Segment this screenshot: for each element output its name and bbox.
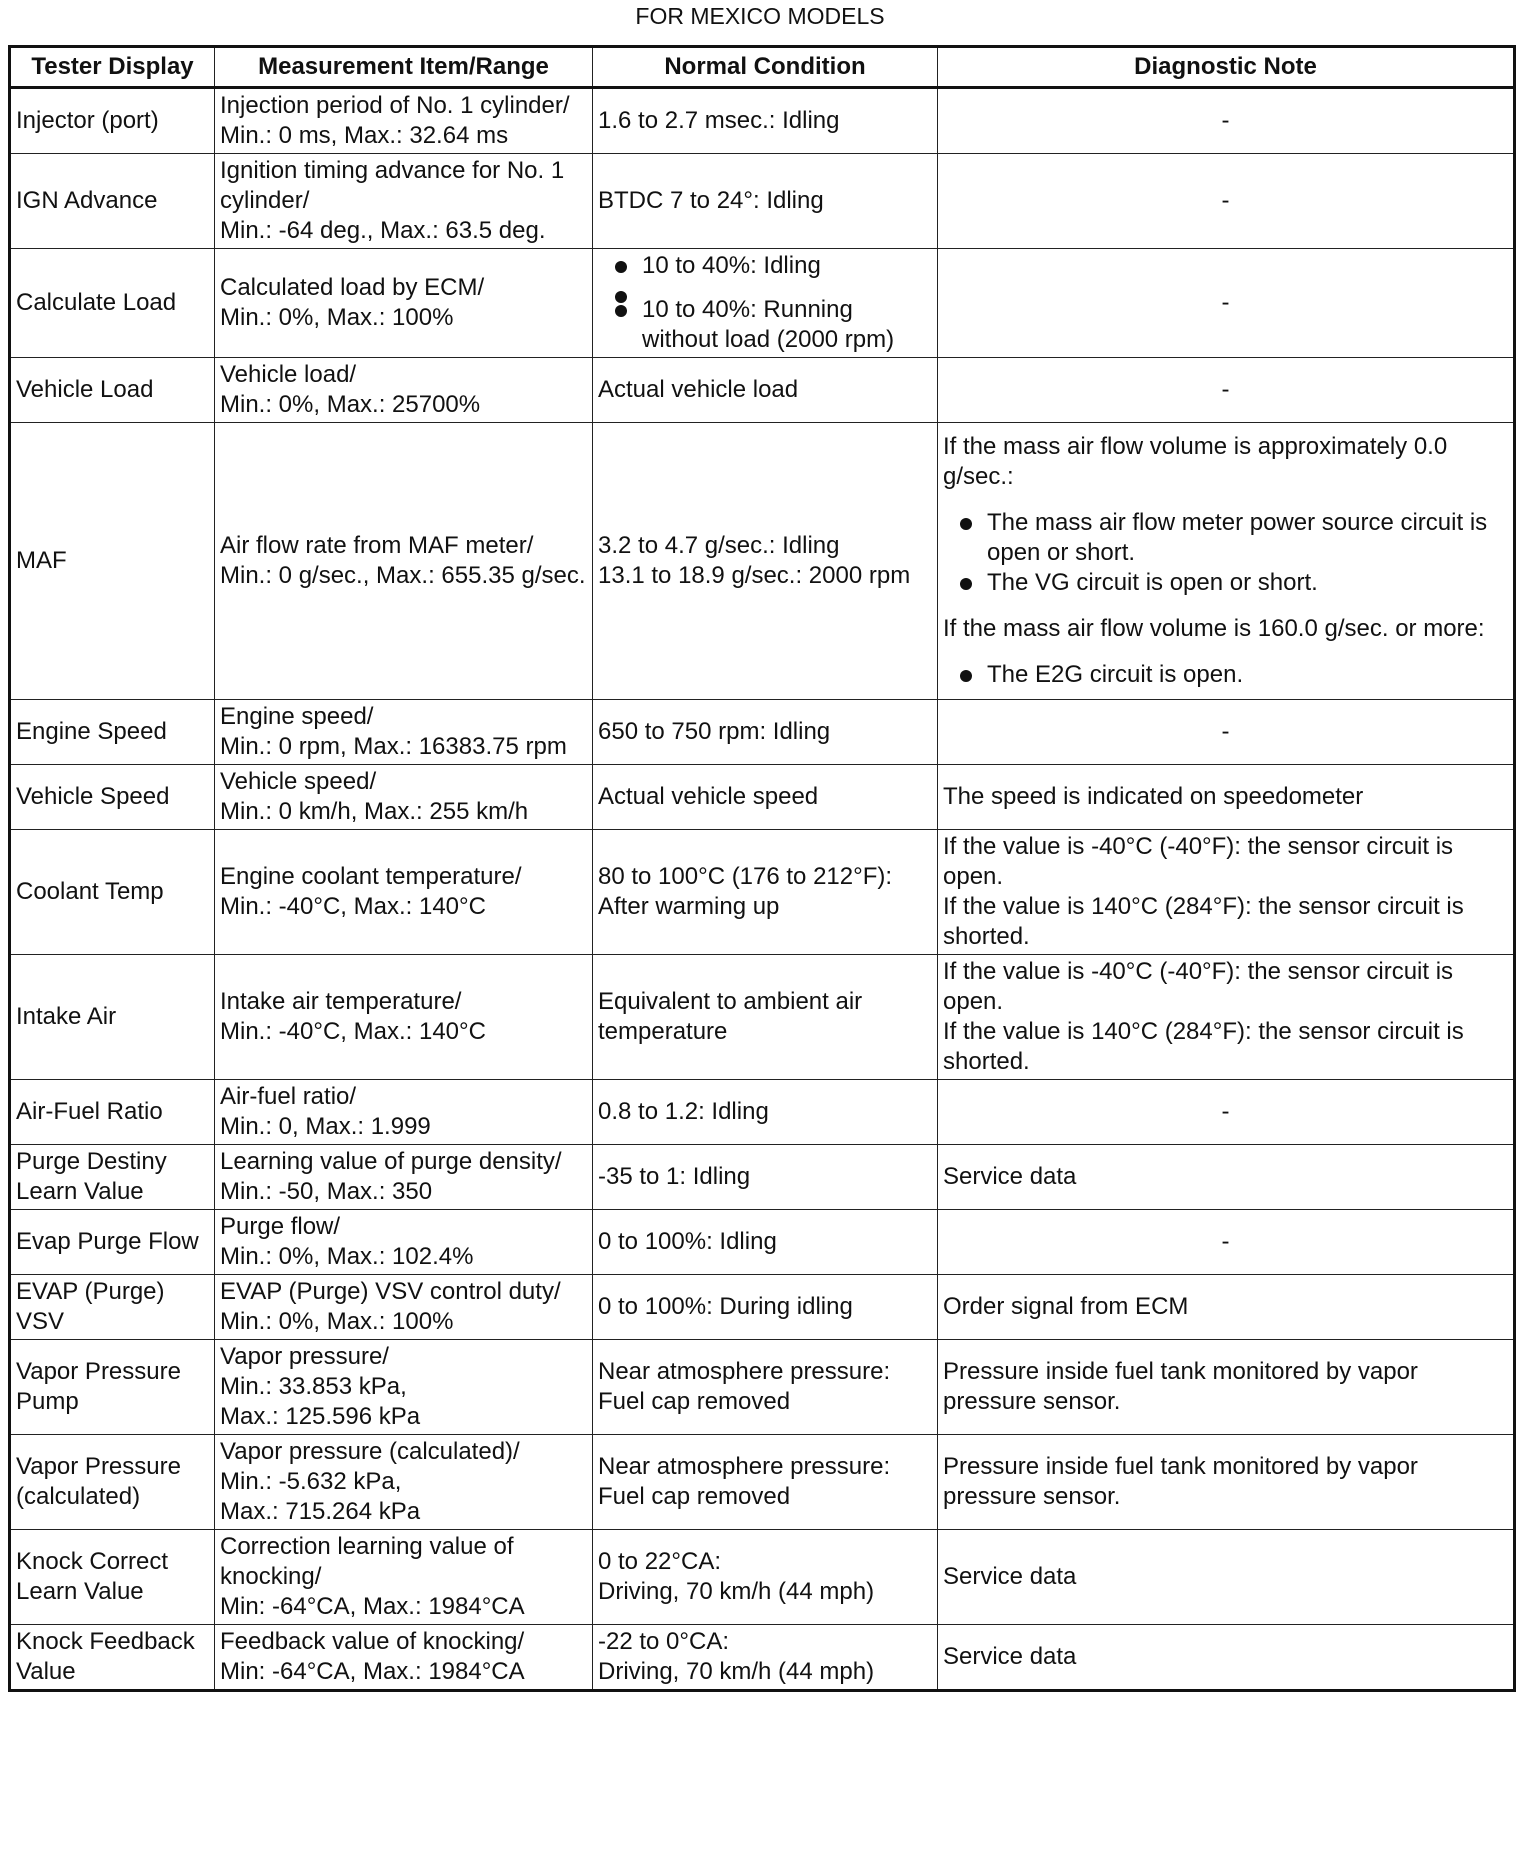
measurement-cell: Vapor pressure/ Min.: 33.853 kPa, Max.: 125.596 kPa: [215, 1340, 593, 1435]
diagnostic-note-cell: -: [938, 88, 1515, 154]
table-row: [10, 88, 1515, 154]
tester-display-cell: Vapor Pressure (calculated): [10, 1435, 215, 1530]
measurement-cell: Purge flow/ Min.: 0%, Max.: 102.4%: [215, 1210, 593, 1275]
measurement-cell: EVAP (Purge) VSV control duty/ Min.: 0%, Max.: 100%: [215, 1275, 593, 1340]
normal-condition-cell: Actual vehicle speed: [593, 765, 938, 830]
measurement-cell: Vapor pressure (calculated)/ Min.: -5.632 kPa, Max.: 715.264 kPa: [215, 1435, 593, 1530]
normal-condition-cell: 0 to 100%: Idling: [593, 1210, 938, 1275]
page-title: FOR MEXICO MODELS: [635, 3, 885, 29]
table-row: [10, 154, 1515, 249]
measurement-cell: Vehicle speed/ Min.: 0 km/h, Max.: 255 km/h: [215, 765, 593, 830]
table-row: [10, 1210, 1515, 1275]
table-row: [10, 955, 1515, 1080]
normal-condition-cell: Near atmosphere pressure: Fuel cap removed: [593, 1340, 938, 1435]
normal-condition-cell: 3.2 to 4.7 g/sec.: Idling 13.1 to 18.9 g/sec.: 2000 rpm: [593, 423, 938, 700]
tester-display-cell: Knock Feedback Value: [10, 1625, 215, 1691]
diagnostic-note-cell: Pressure inside fuel tank monitored by vapor pressure sensor.: [938, 1340, 1515, 1435]
normal-condition-cell: BTDC 7 to 24°: Idling: [593, 154, 938, 249]
measurement-cell: Injection period of No. 1 cylinder/ Min.: 0 ms, Max.: 32.64 ms: [215, 88, 593, 154]
tester-display-cell: Air-Fuel Ratio: [10, 1080, 215, 1145]
tester-display-cell: Vehicle Load: [10, 358, 215, 423]
note-paragraph: If the mass air flow volume is approximately 0.0 g/sec.:: [943, 433, 1448, 490]
diagnostic-note-cell: [938, 423, 1515, 700]
table-row: [10, 1340, 1515, 1435]
column-header: Normal Condition: [593, 47, 938, 88]
table-row: [10, 249, 1515, 358]
diagnostic-note-cell: -: [938, 1210, 1515, 1275]
tester-display-cell: Vapor Pressure Pump: [10, 1340, 215, 1435]
table-row: [10, 358, 1515, 423]
normal-condition-cell: Near atmosphere pressure: Fuel cap removed: [593, 1435, 938, 1530]
tester-display-cell: Injector (port): [10, 88, 215, 154]
normal-condition-cell: -35 to 1: Idling: [593, 1145, 938, 1210]
tester-display-cell: Purge Destiny Learn Value: [10, 1145, 215, 1210]
measurement-cell: Intake air temperature/ Min.: -40°C, Max.: 140°C: [215, 955, 593, 1080]
table-row: [10, 1080, 1515, 1145]
bullet-item: 10 to 40%: Running without load (2000 rpm): [598, 295, 932, 355]
diagnostic-note-cell: -: [938, 154, 1515, 249]
table-header-row: [10, 47, 1515, 88]
diagnostic-note-cell: The speed is indicated on speedometer: [938, 765, 1515, 830]
normal-condition-cell: 0 to 100%: During idling: [593, 1275, 938, 1340]
measurement-cell: Engine coolant temperature/ Min.: -40°C, Max.: 140°C: [215, 830, 593, 955]
diagnostic-note-cell: -: [938, 358, 1515, 423]
table-row: [10, 1145, 1515, 1210]
diagnostic-note-cell: Service data: [938, 1625, 1515, 1691]
normal-condition-cell: Actual vehicle load: [593, 358, 938, 423]
diagnostic-note-cell: -: [938, 700, 1515, 765]
diagnostic-note-cell: Service data: [938, 1530, 1515, 1625]
measurement-cell: Feedback value of knocking/ Min: -64°CA, Max.: 1984°CA: [215, 1625, 593, 1691]
normal-condition-cell: 1.6 to 2.7 msec.: Idling: [593, 88, 938, 154]
tester-display-cell: Coolant Temp: [10, 830, 215, 955]
table-row: [10, 700, 1515, 765]
tester-display-cell: EVAP (Purge) VSV: [10, 1275, 215, 1340]
table-row: [10, 423, 1515, 700]
measurement-cell: Calculated load by ECM/ Min.: 0%, Max.: 100%: [215, 249, 593, 358]
column-header: Diagnostic Note: [938, 47, 1515, 88]
diagnostic-note-cell: Order signal from ECM: [938, 1275, 1515, 1340]
column-header: Tester Display: [10, 47, 215, 88]
measurement-cell: Air-fuel ratio/ Min.: 0, Max.: 1.999: [215, 1080, 593, 1145]
normal-condition-cell: 0 to 22°CA: Driving, 70 km/h (44 mph): [593, 1530, 938, 1625]
tester-display-cell: Knock Correct Learn Value: [10, 1530, 215, 1625]
tester-display-cell: IGN Advance: [10, 154, 215, 249]
bullet-item: The E2G circuit is open.: [943, 660, 1508, 690]
normal-condition-cell: 0.8 to 1.2: Idling: [593, 1080, 938, 1145]
measurement-cell: Learning value of purge density/ Min.: -50, Max.: 350: [215, 1145, 593, 1210]
table-row: [10, 1435, 1515, 1530]
table-row: [10, 765, 1515, 830]
diagnostic-note-cell: If the value is -40°C (-40°F): the sensor circuit is open. If the value is 140°C (284°F): the sensor circuit is shorted.: [938, 830, 1515, 955]
bullet-item: 10 to 40%: Idling: [598, 251, 932, 281]
normal-condition-cell: Equivalent to ambient air temperature: [593, 955, 938, 1080]
diagnostic-note-cell: -: [938, 1080, 1515, 1145]
tester-display-cell: Intake Air: [10, 955, 215, 1080]
measurement-cell: Engine speed/ Min.: 0 rpm, Max.: 16383.75 rpm: [215, 700, 593, 765]
tester-display-cell: Vehicle Speed: [10, 765, 215, 830]
measurement-cell: Correction learning value of knocking/ Min: -64°CA, Max.: 1984°CA: [215, 1530, 593, 1625]
data-list-table: [8, 45, 1516, 1692]
tester-display-cell: MAF: [10, 423, 215, 700]
table-row: [10, 1625, 1515, 1691]
bullet-item: The VG circuit is open or short.: [943, 568, 1508, 598]
table-row: [10, 1530, 1515, 1625]
measurement-cell: Vehicle load/ Min.: 0%, Max.: 25700%: [215, 358, 593, 423]
diagnostic-note-cell: Service data: [938, 1145, 1515, 1210]
tester-display-cell: Evap Purge Flow: [10, 1210, 215, 1275]
tester-display-cell: Calculate Load: [10, 249, 215, 358]
measurement-cell: Ignition timing advance for No. 1 cylinder/ Min.: -64 deg., Max.: 63.5 deg.: [215, 154, 593, 249]
normal-condition-cell: [593, 249, 938, 358]
table-row: [10, 830, 1515, 955]
diagnostic-note-cell: If the value is -40°C (-40°F): the sensor circuit is open. If the value is 140°C (284°F): the sensor circuit is shorted.: [938, 955, 1515, 1080]
normal-condition-cell: 80 to 100°C (176 to 212°F): After warming up: [593, 830, 938, 955]
diagnostic-note-cell: -: [938, 249, 1515, 358]
tester-display-cell: Engine Speed: [10, 700, 215, 765]
table-row: [10, 1275, 1515, 1340]
measurement-cell: Air flow rate from MAF meter/ Min.: 0 g/sec., Max.: 655.35 g/sec.: [215, 423, 593, 700]
normal-condition-cell: 650 to 750 rpm: Idling: [593, 700, 938, 765]
bullet-item: The mass air flow meter power source circuit is open or short.: [943, 508, 1508, 568]
column-header: Measurement Item/Range: [215, 47, 593, 88]
normal-condition-cell: -22 to 0°CA: Driving, 70 km/h (44 mph): [593, 1625, 938, 1691]
note-paragraph: If the mass air flow volume is 160.0 g/sec. or more:: [943, 615, 1485, 642]
diagnostic-note-cell: Pressure inside fuel tank monitored by vapor pressure sensor.: [938, 1435, 1515, 1530]
